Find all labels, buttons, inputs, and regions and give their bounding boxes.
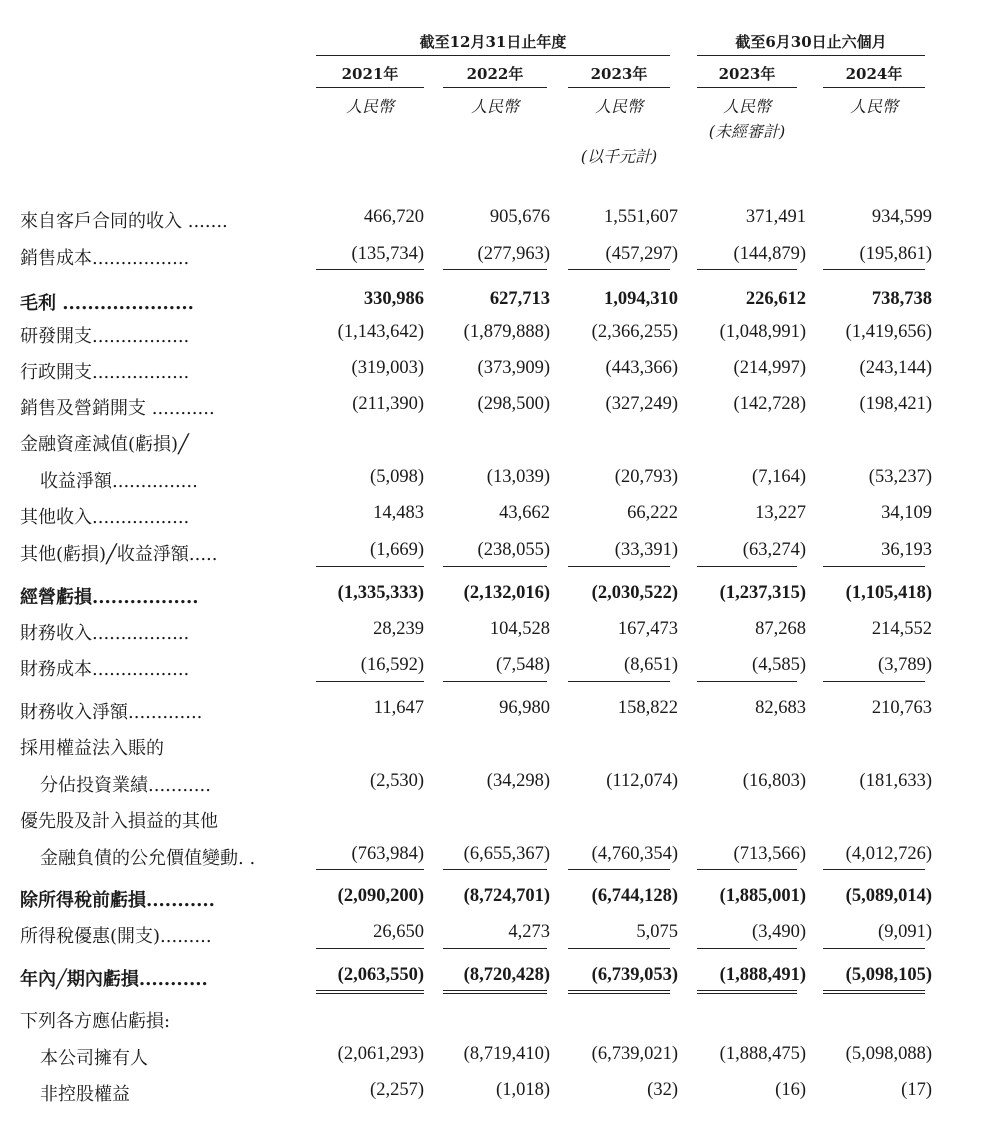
- row-value: (8,719,410): [463, 1044, 550, 1064]
- row-value: 5,075: [636, 922, 678, 942]
- row-label: 來自客戶合同的收入 .......: [20, 211, 228, 232]
- row-value: 4,273: [508, 922, 550, 942]
- row-value: (1,879,888): [463, 322, 550, 342]
- statement-row: [0, 840, 981, 870]
- row-value: (1,105,418): [845, 583, 932, 603]
- row-value: 466,720: [363, 207, 424, 227]
- subtotal-rule: [443, 681, 547, 682]
- total-double-rule: [568, 990, 670, 991]
- row-value: 66,222: [627, 503, 678, 523]
- total-double-rule: [823, 990, 925, 991]
- row-label: 下列各方應佔虧損:: [20, 1011, 171, 1032]
- subtotal-rule: [443, 869, 547, 870]
- row-value: 36,193: [881, 540, 932, 560]
- row-value: (763,984): [351, 844, 424, 864]
- statement-row: [0, 354, 981, 384]
- total-double-rule: [697, 993, 797, 994]
- statement-row: [0, 1076, 981, 1106]
- total-double-rule: [316, 993, 424, 994]
- currency-label: 人民幣: [345, 97, 394, 116]
- row-label: 金融資產減值(虧損)╱: [20, 434, 189, 455]
- subtotal-rule: [697, 948, 797, 949]
- row-label: 採用權益法入賬的: [20, 738, 164, 759]
- row-value: (6,655,367): [463, 844, 550, 864]
- row-value: (1,885,001): [719, 886, 806, 906]
- statement-row: [0, 803, 981, 833]
- total-double-rule: [443, 990, 547, 991]
- row-value: (2,257): [370, 1080, 424, 1100]
- subtotal-rule: [443, 566, 547, 567]
- subtotal-rule: [568, 269, 670, 270]
- row-value: (238,055): [477, 540, 550, 560]
- row-value: (195,861): [859, 244, 932, 264]
- row-value: (2,132,016): [463, 583, 550, 603]
- row-label: 收益淨額...............: [40, 471, 198, 492]
- subtotal-rule: [697, 269, 797, 270]
- statement-row: [0, 499, 981, 529]
- row-label: 行政開支.................: [20, 362, 190, 383]
- row-value: (243,144): [859, 358, 932, 378]
- statement-row: [0, 1003, 981, 1033]
- statement-row: [0, 285, 981, 315]
- subtotal-rule: [568, 681, 670, 682]
- row-value: 371,491: [745, 207, 806, 227]
- row-value: 82,683: [755, 698, 806, 718]
- row-value: 28,239: [373, 619, 424, 639]
- row-value: (4,760,354): [591, 844, 678, 864]
- subtotal-rule: [823, 269, 925, 270]
- row-value: (7,548): [496, 655, 550, 675]
- subtotal-rule: [316, 948, 424, 949]
- row-label: 財務成本.................: [20, 659, 190, 680]
- row-label: 金融負債的公允價值變動. .: [40, 848, 256, 869]
- currency-label: 人民幣: [594, 97, 643, 116]
- row-value: (457,297): [605, 244, 678, 264]
- row-value: (20,793): [614, 467, 678, 487]
- year-header-rule: [316, 87, 424, 88]
- row-value: 13,227: [755, 503, 806, 523]
- year-header: 2022年: [466, 65, 524, 83]
- row-label: 銷售及營銷開支 ...........: [20, 398, 215, 419]
- subtotal-rule: [316, 566, 424, 567]
- row-value: (6,744,128): [591, 886, 678, 906]
- row-value: (142,728): [733, 394, 806, 414]
- row-value: 214,552: [871, 619, 932, 639]
- subtotal-rule: [823, 566, 925, 567]
- row-value: (63,274): [742, 540, 806, 560]
- annual-period-rule: [316, 55, 670, 56]
- row-value: (13,039): [486, 467, 550, 487]
- year-header-rule: [443, 87, 547, 88]
- row-value: 43,662: [499, 503, 550, 523]
- total-double-rule: [697, 990, 797, 991]
- subtotal-rule: [316, 681, 424, 682]
- year-header: 2023年: [590, 65, 648, 83]
- row-value: (3,789): [878, 655, 932, 675]
- subtotal-rule: [823, 869, 925, 870]
- subtotal-rule: [823, 948, 925, 949]
- subtotal-rule: [568, 566, 670, 567]
- row-label: 所得稅優惠(開支).........: [20, 926, 212, 947]
- interim-period-rule: [697, 55, 925, 56]
- row-label: 財務收入.................: [20, 623, 190, 644]
- row-value: 226,612: [745, 289, 806, 309]
- subtotal-rule: [697, 566, 797, 567]
- row-value: (4,012,726): [845, 844, 932, 864]
- currency-label: 人民幣: [849, 97, 898, 116]
- row-value: (4,585): [752, 655, 806, 675]
- row-value: 330,986: [363, 289, 424, 309]
- row-value: 158,822: [617, 698, 678, 718]
- statement-row: [0, 730, 981, 760]
- row-value: 738,738: [871, 289, 932, 309]
- subtotal-rule: [443, 269, 547, 270]
- row-value: (2,090,200): [337, 886, 424, 906]
- year-header: 2024年: [845, 65, 903, 83]
- row-value: 14,483: [373, 503, 424, 523]
- subtotal-rule: [568, 869, 670, 870]
- row-value: (8,724,701): [463, 886, 550, 906]
- row-value: (2,061,293): [337, 1044, 424, 1064]
- unit-note: (以千元計): [580, 147, 658, 166]
- row-value: (5,098): [370, 467, 424, 487]
- row-value: (16,592): [360, 655, 424, 675]
- row-value: (5,098,105): [845, 965, 932, 985]
- year-header-rule: [697, 87, 797, 88]
- row-label: 其他(虧損)╱收益淨額.....: [20, 544, 218, 565]
- unaudited-note: (未經審計): [708, 122, 786, 141]
- row-value: (2,063,550): [337, 965, 424, 985]
- row-value: (443,366): [605, 358, 678, 378]
- row-value: (319,003): [351, 358, 424, 378]
- row-value: 1,551,607: [604, 207, 678, 227]
- row-value: (144,879): [733, 244, 806, 264]
- statement-row: [0, 426, 981, 456]
- row-value: (1,335,333): [337, 583, 424, 603]
- row-value: (2,366,255): [591, 322, 678, 342]
- subtotal-rule: [443, 948, 547, 949]
- row-label: 除所得稅前虧損...........: [20, 890, 215, 911]
- row-value: (5,089,014): [845, 886, 932, 906]
- statement-row: [0, 651, 981, 681]
- statement-row: [0, 882, 981, 912]
- row-value: (298,500): [477, 394, 550, 414]
- row-value: (5,098,088): [845, 1044, 932, 1064]
- year-header-rule: [823, 87, 925, 88]
- row-value: (1,669): [370, 540, 424, 560]
- row-value: 905,676: [489, 207, 550, 227]
- row-value: (6,739,053): [591, 965, 678, 985]
- subtotal-rule: [568, 948, 670, 949]
- statement-row: [0, 767, 981, 797]
- row-value: (8,720,428): [463, 965, 550, 985]
- statement-row: [0, 240, 981, 270]
- row-label: 銷售成本.................: [20, 248, 190, 269]
- statement-row: [0, 961, 981, 991]
- total-double-rule: [443, 993, 547, 994]
- row-value: 87,268: [755, 619, 806, 639]
- row-value: 34,109: [881, 503, 932, 523]
- row-value: (214,997): [733, 358, 806, 378]
- statement-row: [0, 694, 981, 724]
- row-value: 1,094,310: [604, 289, 678, 309]
- row-value: (135,734): [351, 244, 424, 264]
- row-value: (1,143,642): [337, 322, 424, 342]
- row-label: 毛利 .....................: [20, 293, 194, 314]
- total-double-rule: [316, 990, 424, 991]
- currency-label: 人民幣: [722, 97, 771, 116]
- row-value: (181,633): [859, 771, 932, 791]
- row-value: (327,249): [605, 394, 678, 414]
- annual-period-header: 截至12月31日止年度: [419, 33, 567, 51]
- total-double-rule: [568, 993, 670, 994]
- row-label: 研發開支.................: [20, 326, 190, 347]
- row-label: 經營虧損.................: [20, 587, 199, 608]
- row-label: 其他收入.................: [20, 507, 190, 528]
- subtotal-rule: [697, 869, 797, 870]
- year-header: 2023年: [718, 65, 776, 83]
- total-double-rule: [823, 993, 925, 994]
- row-value: 167,473: [617, 619, 678, 639]
- row-value: (8,651): [624, 655, 678, 675]
- statement-row: [0, 390, 981, 420]
- row-value: (9,091): [878, 922, 932, 942]
- row-label: 本公司擁有人: [40, 1048, 148, 1069]
- statement-row: [0, 536, 981, 566]
- row-value: (17): [901, 1080, 932, 1100]
- row-value: 934,599: [871, 207, 932, 227]
- row-value: (198,421): [859, 394, 932, 414]
- subtotal-rule: [316, 869, 424, 870]
- currency-label: 人民幣: [470, 97, 519, 116]
- row-value: (112,074): [606, 771, 678, 791]
- row-label: 年內╱期內虧損...........: [20, 969, 208, 990]
- subtotal-rule: [697, 681, 797, 682]
- row-value: (1,888,491): [719, 965, 806, 985]
- row-value: 96,980: [499, 698, 550, 718]
- row-value: (33,391): [614, 540, 678, 560]
- row-value: (373,909): [477, 358, 550, 378]
- row-value: (1,048,991): [719, 322, 806, 342]
- row-value: 210,763: [871, 698, 932, 718]
- statement-row: [0, 318, 981, 348]
- statement-row: [0, 918, 981, 948]
- row-value: (2,030,522): [591, 583, 678, 603]
- row-value: (1,888,475): [719, 1044, 806, 1064]
- row-label: 非控股權益: [40, 1084, 130, 1105]
- interim-period-header: 截至6月30日止六個月: [735, 33, 887, 51]
- row-value: 104,528: [489, 619, 550, 639]
- row-label: 優先股及計入損益的其他: [20, 811, 218, 832]
- year-header: 2021年: [341, 65, 399, 83]
- row-value: (16): [775, 1080, 806, 1100]
- statement-row: [0, 463, 981, 493]
- row-value: 11,647: [373, 698, 424, 718]
- subtotal-rule: [823, 681, 925, 682]
- row-value: (1,419,656): [845, 322, 932, 342]
- row-label: 分佔投資業績...........: [40, 775, 211, 796]
- statement-row: [0, 615, 981, 645]
- year-header-rule: [568, 87, 670, 88]
- row-value: (32): [647, 1080, 678, 1100]
- row-value: (1,237,315): [719, 583, 806, 603]
- statement-row: [0, 203, 981, 233]
- row-value: (3,490): [752, 922, 806, 942]
- statement-row: [0, 579, 981, 609]
- row-value: (7,164): [752, 467, 806, 487]
- row-value: (1,018): [496, 1080, 550, 1100]
- row-value: (277,963): [477, 244, 550, 264]
- row-value: (2,530): [370, 771, 424, 791]
- row-value: (53,237): [868, 467, 932, 487]
- row-value: (211,390): [352, 394, 424, 414]
- row-value: (16,803): [742, 771, 806, 791]
- subtotal-rule: [316, 269, 424, 270]
- row-value: (713,566): [733, 844, 806, 864]
- statement-row: [0, 1040, 981, 1070]
- row-value: (6,739,021): [591, 1044, 678, 1064]
- row-label: 財務收入淨額.............: [20, 702, 203, 723]
- row-value: 26,650: [373, 922, 424, 942]
- row-value: (34,298): [486, 771, 550, 791]
- row-value: 627,713: [489, 289, 550, 309]
